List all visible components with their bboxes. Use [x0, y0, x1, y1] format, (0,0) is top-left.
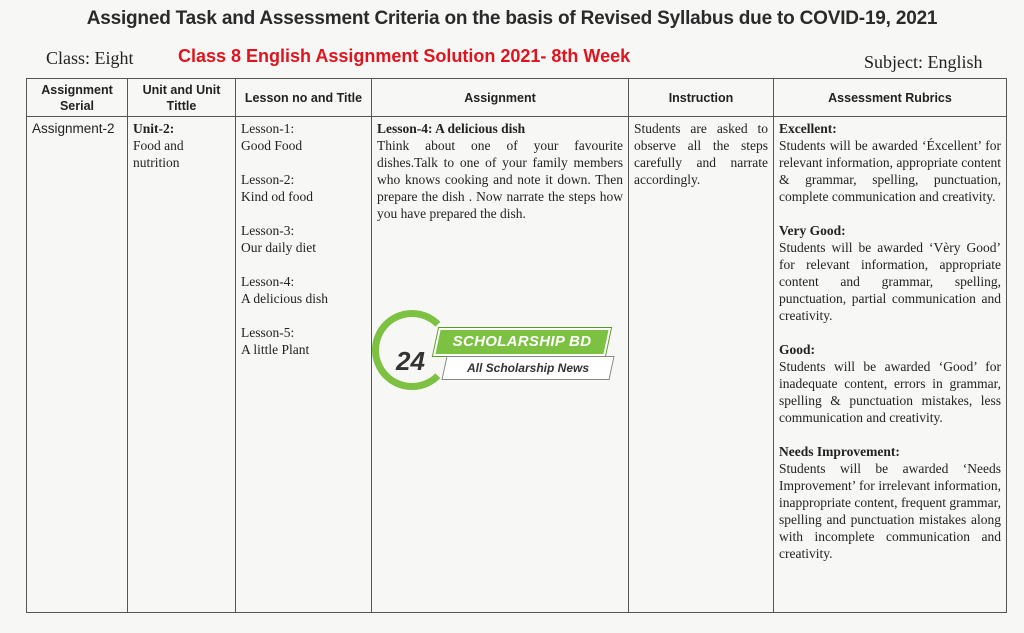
column-header-instruction: Instruction	[629, 79, 774, 117]
column-header-assignment: Assignment	[372, 79, 629, 117]
lesson-title: Good Food	[241, 138, 303, 153]
assignment-serial-cell: Assignment-2	[27, 117, 128, 613]
logo-number: 24	[396, 346, 425, 376]
rubric-very-good	[779, 222, 1001, 324]
column-header-lesson: Lesson no and Title	[236, 79, 372, 117]
rubric-level: Excellent:	[779, 121, 837, 136]
logo-tagline-banner	[441, 356, 614, 380]
unit-number: Unit-2:	[133, 121, 175, 136]
rubric-level: Very Good:	[779, 223, 846, 238]
column-header-serial: Assignment Serial	[27, 79, 128, 117]
lesson-item	[241, 324, 366, 358]
lesson-number: Lesson-2:	[241, 172, 295, 187]
subject-label: Subject: English	[864, 52, 983, 72]
column-header-unit: Unit and Unit Tittle	[128, 79, 236, 117]
unit-title: Food and nutrition	[133, 138, 184, 170]
lesson-title: Our daily diet	[241, 240, 316, 255]
lesson-number: Lesson-4:	[241, 274, 295, 289]
rubric-excellent	[779, 120, 1001, 205]
rubrics-cell	[774, 117, 1007, 613]
rubric-level: Needs Improvement:	[779, 444, 900, 459]
column-header-rubrics: Assessment Rubrics	[774, 79, 1007, 117]
scholarship-bd-logo	[372, 310, 618, 390]
rubric-needs-improvement	[779, 443, 1001, 562]
class-label: Class: Eight	[46, 48, 134, 68]
rubric-text: Students will be awarded ‘Éxcellent’ for relevant information, appropriate content & grammar, spelling, punctuation, complete communication and creativity.	[779, 138, 1001, 204]
logo-brand: SCHOLARSHIP BD	[452, 333, 592, 350]
rubric-good	[779, 341, 1001, 426]
logo-tagline: All Scholarship News	[466, 361, 590, 375]
rubric-text: Students will be awarded ‘Vèry Good’ for relevant information, appropriate content and grammar, spelling, punctuation, partial communication and creativity.	[779, 240, 1001, 323]
lesson-title: A delicious dish	[241, 291, 328, 306]
lesson-cell	[236, 117, 372, 613]
logo-brand-banner	[433, 328, 611, 356]
post-title: Class 8 English Assignment Solution 2021- 8th Week	[178, 46, 631, 66]
rubric-text: Students will be awarded ‘Good’ for inadequate content, errors in grammar, spelling & punctuation mistakes, less communication and creativity.	[779, 359, 1001, 425]
assignment-heading: Lesson-4: A delicious dish	[377, 121, 526, 136]
lesson-number: Lesson-3:	[241, 223, 295, 238]
lesson-number: Lesson-5:	[241, 325, 295, 340]
lesson-number: Lesson-1:	[241, 121, 295, 136]
lesson-item	[241, 120, 366, 154]
lesson-title: A little Plant	[241, 342, 310, 357]
lesson-item	[241, 273, 366, 307]
instruction-cell: Students are asked to observe all the steps carefully and narrate accordingly.	[629, 117, 774, 613]
lesson-item	[241, 222, 366, 256]
assignment-text: Think about one of your favourite dishes.Talk to one of your family members who knows cooking and note it down. Then prepare the dish . Now narrate the steps how you have prepared the dish.	[377, 138, 623, 221]
lesson-item	[241, 171, 366, 205]
unit-cell	[128, 117, 236, 613]
document-title: Assigned Task and Assessment Criteria on the basis of Revised Syllabus due to COVID-19, 2021	[86, 8, 938, 29]
rubric-level: Good:	[779, 342, 816, 357]
lesson-title: Kind od food	[241, 189, 313, 204]
rubric-text: Students will be awarded ‘Needs Improvement’ for irrelevant information, inappropriate content, frequent grammar, spelling and punctuation mistakes along with incomplete communication and creativity.	[779, 461, 1001, 561]
table-header-row	[27, 79, 1007, 117]
